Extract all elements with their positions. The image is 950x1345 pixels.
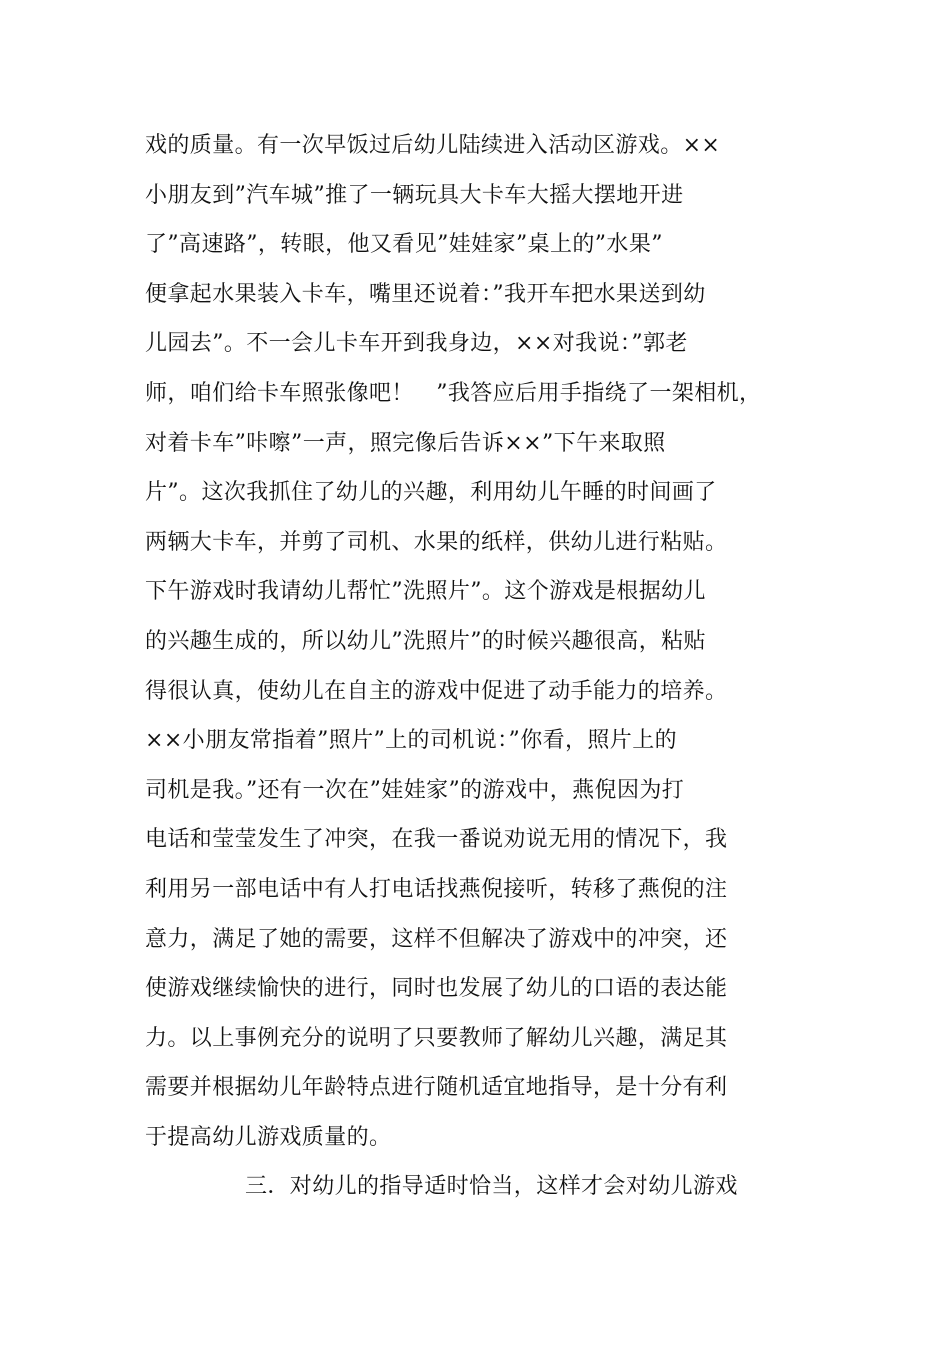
- text-line: 小朋友到”汽车城”推了一辆玩具大卡车大摇大摆地开进: [145, 182, 684, 208]
- text-line: 儿园去”。不一会儿卡车开到我身边，××对我说：”郭老: [145, 331, 688, 357]
- text-line: 需要并根据幼儿年龄特点进行随机适宜地指导，是十分有利: [145, 1075, 728, 1101]
- text-line: 戏的质量。有一次早饭过后幼儿陆续进入活动区游戏。××: [145, 133, 721, 158]
- text-line: 得很认真，使幼儿在自主的游戏中促进了动手能力的培养。: [145, 678, 728, 704]
- text-line: 便拿起水果装入卡车，嘴里还说着：”我开车把水果送到幼: [145, 281, 706, 307]
- text-line: 下午游戏时我请幼儿帮忙”洗照片”。这个游戏是根据幼儿: [145, 579, 706, 605]
- text-line: 司机是我。”还有一次在”娃娃家”的游戏中，燕倪因为打: [145, 777, 685, 803]
- text-line: 于提高幼儿游戏质量的。: [145, 1124, 392, 1150]
- text-line: 电话和莹莹发生了冲突，在我一番说劝说无用的情况下，我: [145, 827, 728, 853]
- text-line: 利用另一部电话中有人打电话找燕倪接听，转移了燕倪的注: [145, 876, 728, 902]
- text-line: 意力，满足了她的需要，这样不但解决了游戏中的冲突，还: [145, 926, 728, 952]
- text-line: ××小朋友常指着”照片”上的司机说：”你看，照片上的: [145, 728, 678, 754]
- text-line: 了”高速路”，转眼，他又看见”娃娃家”桌上的”水果”: [145, 232, 663, 258]
- text-line: 使游戏继续愉快的进行，同时也发展了幼儿的口语的表达能: [145, 976, 728, 1002]
- text-line: 对着卡车”咔嚓”一声，照完像后告诉××”下午来取照: [145, 430, 666, 456]
- text-line: 片”。这次我抓住了幼儿的兴趣，利用幼儿午睡的时间画了: [145, 480, 717, 506]
- text-line: 力。以上事例充分的说明了只要教师了解幼儿兴趣，满足其: [145, 1025, 728, 1051]
- section-heading: 三．对幼儿的指导适时恰当，这样才会对幼儿游戏: [245, 1174, 738, 1200]
- text-line: 的兴趣生成的，所以幼儿”洗照片”的时候兴趣很高，粘贴: [145, 628, 706, 654]
- body-text: [145, 121, 785, 1212]
- text-line: 两辆大卡车，并剪了司机、水果的纸样，供幼儿进行粘贴。: [145, 529, 728, 555]
- text-line: 师，咱们给卡车照张像吧！ ”我答应后用手指绕了一架相机，: [145, 380, 762, 406]
